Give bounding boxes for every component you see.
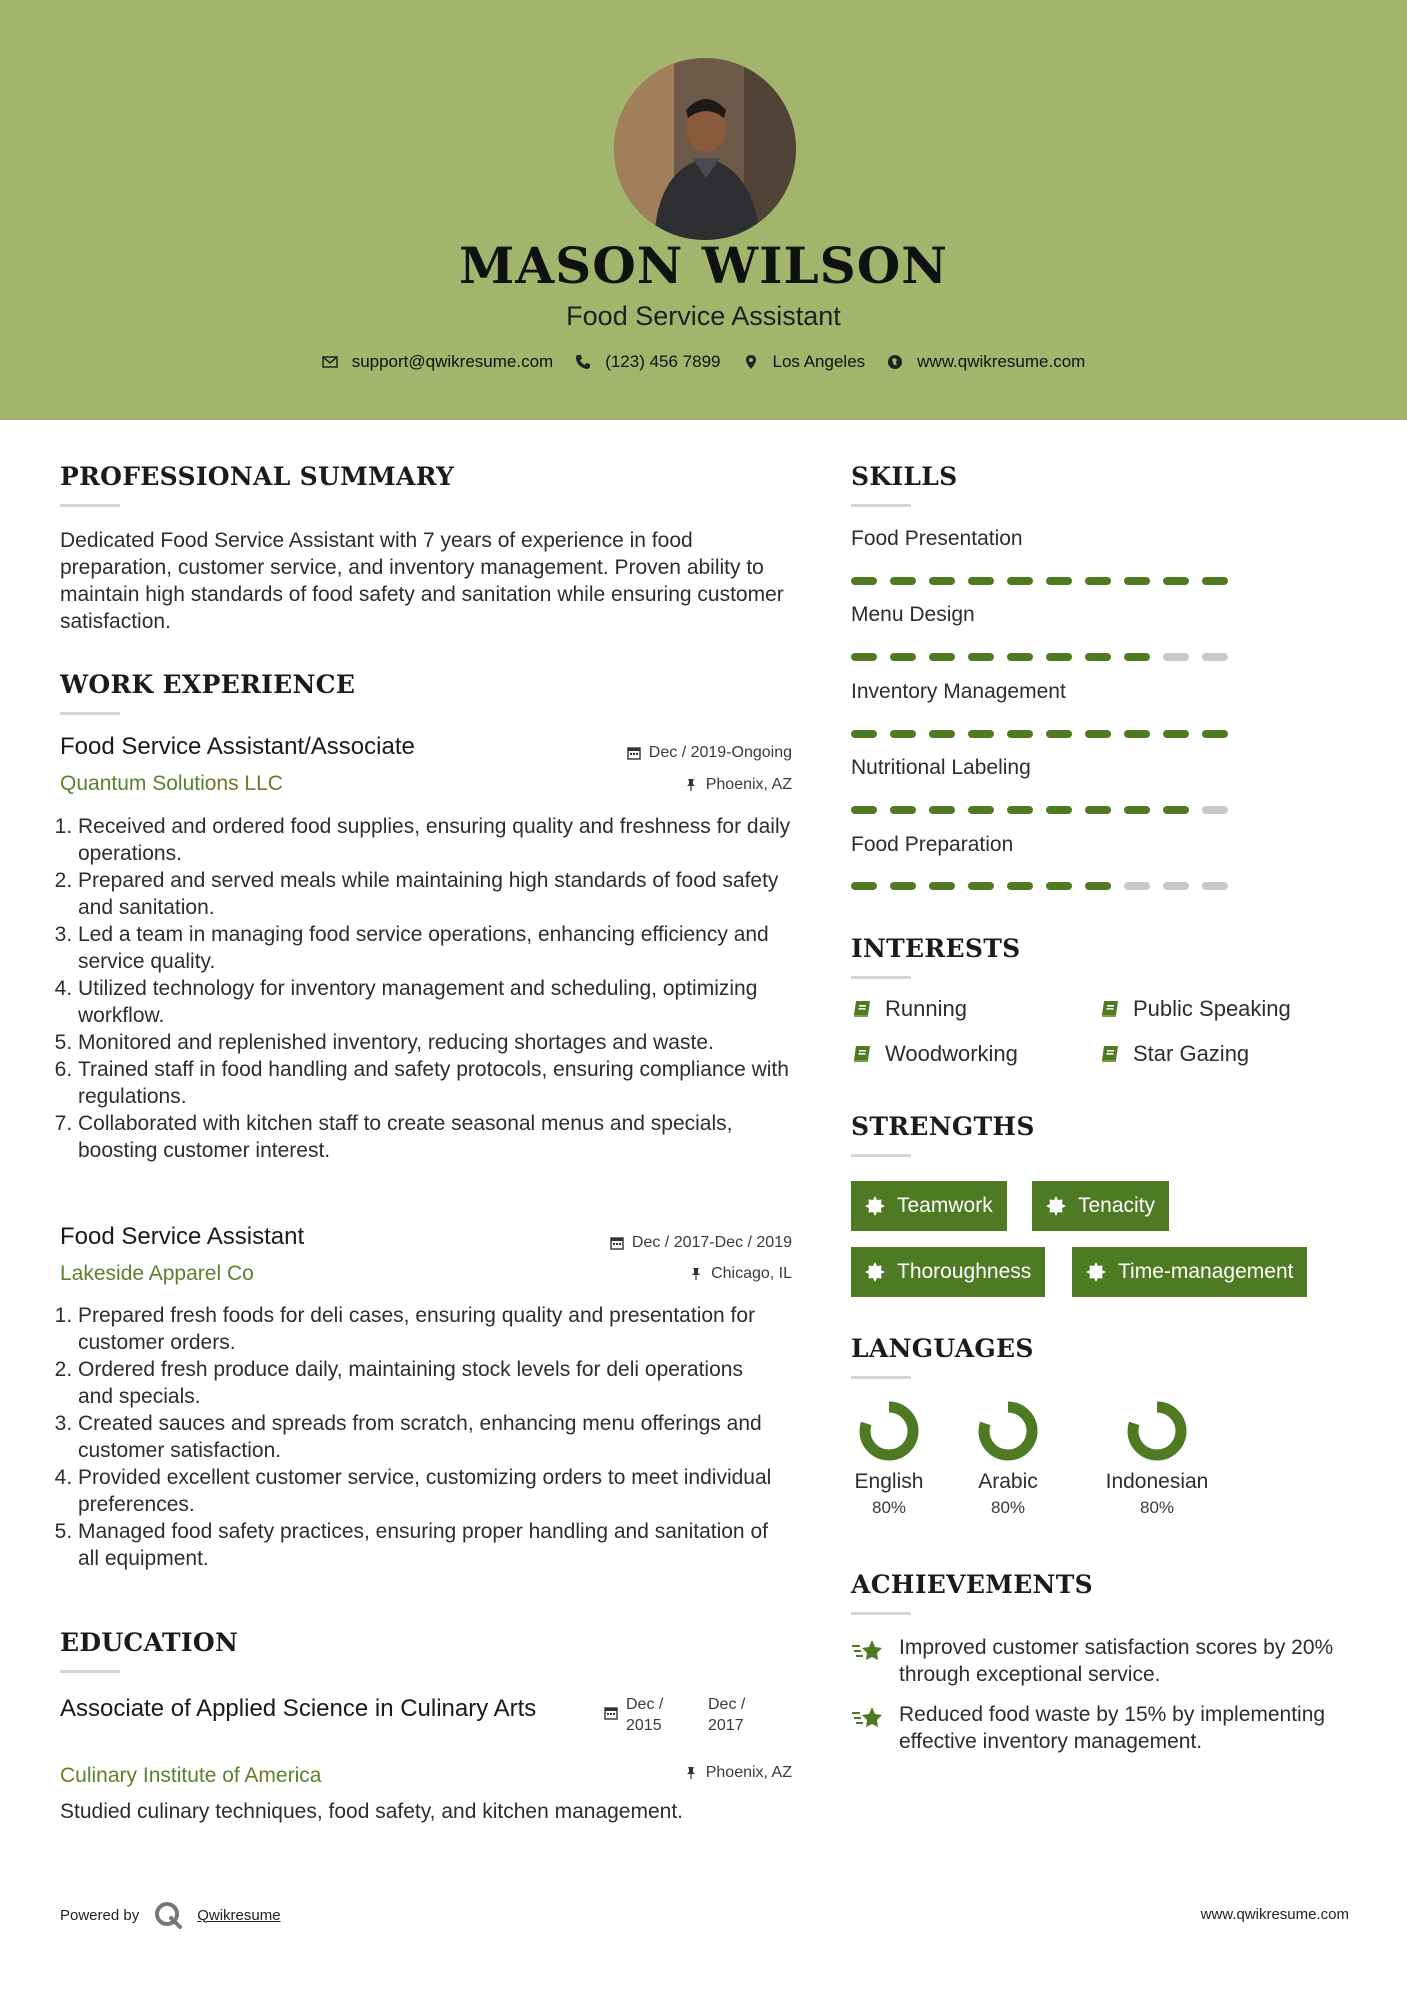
pushpin-icon <box>684 1766 698 1780</box>
education-end-date: Dec / 2017 <box>708 1696 746 1734</box>
rating-dot-filled <box>890 730 916 738</box>
achievement-item <box>851 1634 1351 1688</box>
contact-location <box>743 352 866 372</box>
strength-label: Teamwork <box>897 1194 993 1217</box>
experience-heading: WORK EXPERIENCE <box>60 670 356 699</box>
rating-dot-filled <box>851 577 877 585</box>
rating-dot-filled <box>851 882 877 890</box>
contact-email-text: support@qwikresume.com <box>351 352 554 371</box>
list-item: 5. Managed food safety practices, ensuring proper handling and sanitation of all equipment. <box>78 1518 780 1572</box>
job-dates-text: Dec / 2019-Ongoing <box>648 744 792 761</box>
skill-label: Menu Design <box>851 603 975 626</box>
rating-dot-filled <box>1046 577 1072 585</box>
candidate-role: Food Service Assistant <box>566 301 841 331</box>
language-name: English <box>854 1470 924 1493</box>
achievement-item <box>851 1701 1351 1755</box>
strength-label: Time-management <box>1118 1260 1294 1283</box>
achievement-text: Reduced food waste by 15% by implementing effective inventory management. <box>899 1703 1326 1753</box>
rating-dot-filled <box>1085 653 1111 661</box>
job-dates <box>540 1234 792 1252</box>
badge-star-icon <box>865 1196 885 1216</box>
job-title: Food Service Assistant <box>60 1223 305 1250</box>
list-item: 2. Prepared and served meals while maintaining high standards of food safety and sanitation. <box>78 867 800 921</box>
rating-dot-filled <box>1046 730 1072 738</box>
skill-label: Food Presentation <box>851 527 1023 550</box>
list-item: 1. Received and ordered food supplies, ensuring quality and freshness for daily operations. <box>78 813 800 867</box>
rating-dot-filled <box>968 653 994 661</box>
skills-heading: SKILLS <box>851 462 958 491</box>
experience-divider <box>60 712 120 715</box>
rating-dot-empty <box>1202 882 1228 890</box>
rating-dot-filled <box>1007 806 1033 814</box>
education-location <box>560 1764 792 1782</box>
rating-dot-filled <box>1124 730 1150 738</box>
strength-badge <box>1072 1247 1307 1297</box>
book-icon <box>1099 1043 1121 1065</box>
rating-dot-filled <box>968 730 994 738</box>
job-company: Lakeside Apparel Co <box>60 1262 254 1285</box>
rating-dot-filled <box>851 806 877 814</box>
skill-rating <box>851 577 1228 585</box>
job-dates <box>560 744 792 762</box>
list-item: 4. Utilized technology for inventory management and scheduling, optimizing workflow. <box>78 975 800 1029</box>
rating-dot-filled <box>890 577 916 585</box>
summary-divider <box>60 504 120 507</box>
rating-dot-filled <box>890 882 916 890</box>
shooting-star-icon <box>851 1636 885 1666</box>
rating-dot-filled <box>1124 806 1150 814</box>
job-location <box>560 776 792 794</box>
language-name: Indonesian <box>1105 1470 1209 1493</box>
skill-rating <box>851 806 1228 814</box>
powered-by-label: Powered by <box>60 1906 140 1924</box>
rating-dot-empty <box>1163 653 1189 661</box>
job-location <box>560 1265 792 1283</box>
rating-dot-filled <box>1085 882 1111 890</box>
rating-dot-empty <box>1124 882 1150 890</box>
rating-dot-filled <box>1046 806 1072 814</box>
school-name: Culinary Institute of America <box>60 1764 322 1787</box>
education-location-text: Phoenix, AZ <box>705 1764 792 1781</box>
rating-dot-filled <box>1124 653 1150 661</box>
skills-divider <box>851 504 911 507</box>
skill-rating <box>851 653 1228 661</box>
languages-divider <box>851 1376 911 1379</box>
calendar-icon <box>610 1236 624 1250</box>
list-item: 3. Created sauces and spreads from scratch, enhancing menu offerings and customer satisfaction. <box>78 1410 780 1464</box>
book-icon <box>1099 998 1121 1020</box>
progress-ring <box>858 1400 920 1462</box>
interest-label: Woodworking <box>885 1041 1018 1066</box>
skill-label: Food Preparation <box>851 833 1014 856</box>
rating-dot-filled <box>1124 577 1150 585</box>
strength-badge <box>1032 1181 1169 1231</box>
skill-label: Inventory Management <box>851 680 1066 703</box>
list-item: 6. Trained staff in food handling and safety protocols, ensuring compliance with regulations. <box>78 1056 800 1110</box>
rating-dot-filled <box>1163 806 1189 814</box>
rating-dot-filled <box>929 882 955 890</box>
list-item: 1. Prepared fresh foods for deli cases, ensuring quality and presentation for customer orders. <box>78 1302 780 1356</box>
contact-email[interactable] <box>322 352 554 372</box>
badge-star-icon <box>865 1262 885 1282</box>
rating-dot-filled <box>968 882 994 890</box>
rating-dot-filled <box>929 577 955 585</box>
skill-rating <box>851 882 1228 890</box>
language-percent: 80% <box>1139 1498 1175 1517</box>
progress-ring-arc <box>865 1407 913 1455</box>
candidate-name: MASON WILSON <box>459 236 948 295</box>
achievements-heading: ACHIEVEMENTS <box>851 1570 1093 1599</box>
rating-dot-filled <box>890 653 916 661</box>
badge-star-icon <box>1086 1262 1106 1282</box>
interest-label: Running <box>885 996 967 1021</box>
contact-phone-text: (123) 456 7899 <box>605 352 721 371</box>
book-icon <box>851 998 873 1020</box>
strength-badge <box>851 1247 1045 1297</box>
rating-dot-filled <box>929 730 955 738</box>
progress-ring-arc <box>984 1407 1032 1455</box>
language-item <box>829 1400 949 1518</box>
contact-website[interactable] <box>887 352 1085 372</box>
progress-ring <box>977 1400 1039 1462</box>
badge-star-icon <box>1046 1196 1066 1216</box>
rating-dot-filled <box>1163 577 1189 585</box>
pushpin-icon <box>684 778 698 792</box>
strength-label: Tenacity <box>1078 1194 1156 1217</box>
calendar-icon <box>604 1706 618 1720</box>
shooting-star-icon <box>851 1703 885 1733</box>
globe-icon <box>887 354 903 370</box>
strength-badge <box>851 1181 1007 1231</box>
interest-item <box>1099 996 1291 1022</box>
job-duties-list <box>60 813 800 1164</box>
progress-ring <box>1126 1400 1188 1462</box>
powered-by <box>60 1900 281 1930</box>
interest-label: Public Speaking <box>1133 996 1291 1021</box>
language-item <box>948 1400 1068 1518</box>
footer-website[interactable]: www.qwikresume.com <box>1200 1906 1349 1923</box>
interest-item <box>851 996 967 1022</box>
language-name: Arabic <box>978 1470 1038 1493</box>
rating-dot-empty <box>1202 653 1228 661</box>
rating-dot-filled <box>1085 730 1111 738</box>
rating-dot-filled <box>1085 577 1111 585</box>
job-duties-list <box>60 1302 780 1572</box>
rating-dot-filled <box>1007 577 1033 585</box>
languages-heading: LANGUAGES <box>851 1334 1034 1363</box>
list-item: 4. Provided excellent customer service, customizing orders to meet individual preferences. <box>78 1464 780 1518</box>
progress-ring-arc <box>1133 1407 1181 1455</box>
rating-dot-filled <box>1046 882 1072 890</box>
summary-heading: PROFESSIONAL SUMMARY <box>60 462 455 491</box>
achievement-text: Improved customer satisfaction scores by 20% through exceptional service. <box>899 1636 1334 1686</box>
contact-location-text: Los Angeles <box>772 352 866 371</box>
rating-dot-filled <box>851 730 877 738</box>
education-divider <box>60 1670 120 1673</box>
strength-label: Thoroughness <box>897 1260 1032 1283</box>
skill-label: Nutritional Labeling <box>851 756 1031 779</box>
interest-item <box>1099 1041 1249 1067</box>
rating-dot-filled <box>1202 730 1228 738</box>
map-pin-icon <box>743 354 759 370</box>
rating-dot-filled <box>1007 730 1033 738</box>
achievements-divider <box>851 1612 911 1615</box>
language-percent: 80% <box>871 1498 907 1517</box>
language-percent: 80% <box>990 1498 1026 1517</box>
rating-dot-filled <box>968 577 994 585</box>
job-title: Food Service Assistant/Associate <box>60 733 415 760</box>
skill-rating <box>851 730 1228 738</box>
interests-heading: INTERESTS <box>851 934 1021 963</box>
rating-dot-filled <box>1202 577 1228 585</box>
degree-title: Associate of Applied Science in Culinary Arts <box>60 1695 537 1722</box>
rating-dot-filled <box>1046 653 1072 661</box>
list-item: 7. Collaborated with kitchen staff to create seasonal menus and specials, boosting customer interest. <box>78 1110 800 1164</box>
contact-bar <box>0 352 1407 372</box>
education-heading: EDUCATION <box>60 1628 239 1657</box>
education-dates <box>604 1694 768 1736</box>
contact-phone[interactable] <box>575 352 720 372</box>
phone-icon <box>575 354 591 370</box>
profile-photo <box>614 58 796 240</box>
rating-dot-filled <box>929 806 955 814</box>
book-icon <box>851 1043 873 1065</box>
rating-dot-filled <box>851 653 877 661</box>
language-item <box>1097 1400 1217 1518</box>
education-description: Studied culinary techniques, food safety, and kitchen management. <box>60 1800 683 1823</box>
rating-dot-filled <box>890 806 916 814</box>
interest-item <box>851 1041 1018 1067</box>
job-location-text: Chicago, IL <box>711 1265 792 1282</box>
rating-dot-empty <box>1163 882 1189 890</box>
rating-dot-empty <box>1202 806 1228 814</box>
qwikresume-logo-icon <box>153 1900 183 1930</box>
interests-divider <box>851 976 911 979</box>
strengths-divider <box>851 1154 911 1157</box>
contact-website-text: www.qwikresume.com <box>917 352 1086 371</box>
pushpin-icon <box>689 1267 703 1281</box>
rating-dot-filled <box>1007 653 1033 661</box>
rating-dot-filled <box>929 653 955 661</box>
rating-dot-filled <box>1163 730 1189 738</box>
calendar-icon <box>627 746 641 760</box>
strengths-heading: STRENGTHS <box>851 1112 1035 1141</box>
job-company: Quantum Solutions LLC <box>60 772 283 795</box>
summary-text: Dedicated Food Service Assistant with 7 years of experience in food preparation, customer service, and inventory management. Proven ability to maintain high standards of food safety and sanitation while ensuring customer satisfaction. <box>60 529 784 633</box>
rating-dot-filled <box>1085 806 1111 814</box>
interest-label: Star Gazing <box>1133 1041 1250 1066</box>
list-item: 5. Monitored and replenished inventory, reducing shortages and waste. <box>78 1029 800 1056</box>
list-item: 3. Led a team in managing food service operations, enhancing efficiency and service quality. <box>78 921 800 975</box>
job-dates-text: Dec / 2017-Dec / 2019 <box>631 1234 792 1251</box>
list-item: 2. Ordered fresh produce daily, maintaining stock levels for deli operations and specials. <box>78 1356 780 1410</box>
job-location-text: Phoenix, AZ <box>705 776 792 793</box>
education-start-date: Dec / 2015 <box>626 1696 664 1734</box>
envelope-icon <box>322 354 338 370</box>
rating-dot-filled <box>968 806 994 814</box>
brand-link[interactable]: Qwikresume <box>197 1906 281 1924</box>
rating-dot-filled <box>1007 882 1033 890</box>
